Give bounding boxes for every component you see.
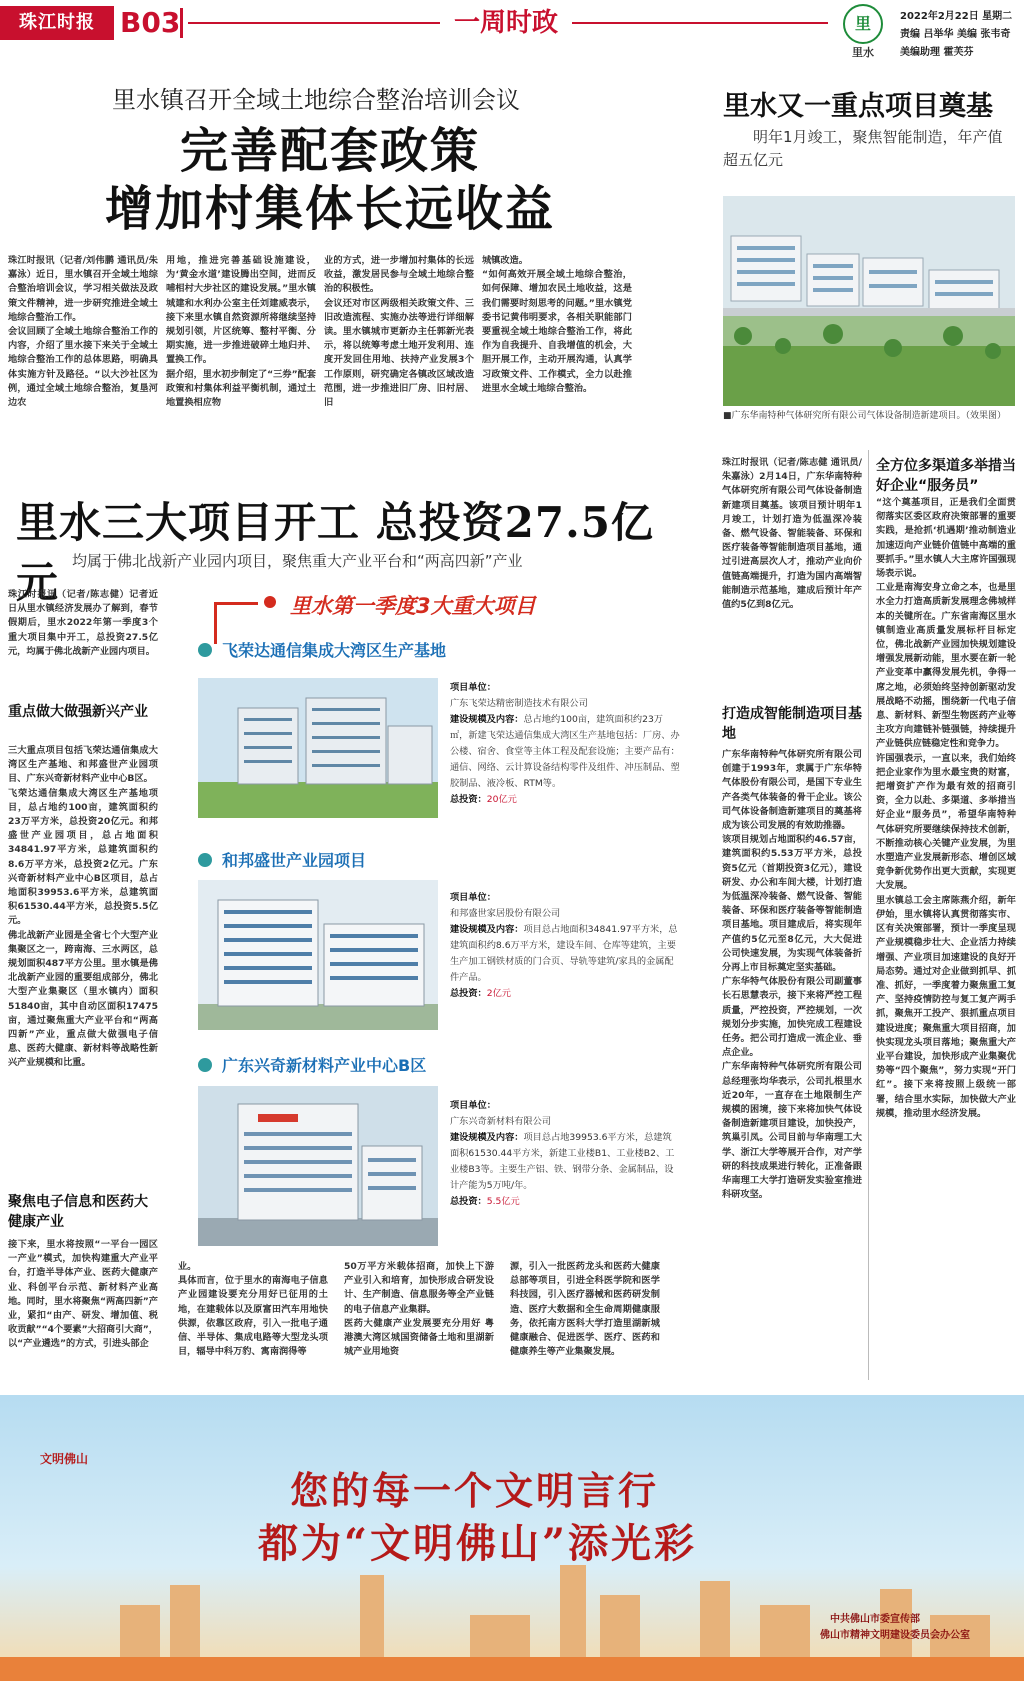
project1-invest: 20亿元 bbox=[486, 794, 517, 805]
paper-logo: 珠江时报 bbox=[0, 6, 114, 40]
project2-name: 和邦盛世产业园项目 bbox=[222, 851, 367, 870]
project3-scale-label: 建设规模及内容： bbox=[450, 1132, 524, 1143]
story2-subhead2: 聚焦电子信息和医药大健康产业 bbox=[8, 1194, 148, 1230]
project3-image bbox=[198, 1086, 438, 1246]
story1-col3: 业的方式，进一步增加村集体的长远收益，激发居民参与全域土地综合整治的积极性。 会议还对市区两级相关政策文件、三旧改造流程、实施办法等进行详细解读。里水镇城市更新办主任郭新光表示，将以统筹考虑土地开发利用、连度开发回住用地、扶持产业发展3个工作原则，研究确定各镇改区域改造范围，进一步推进旧厂房、旧村居、旧 bbox=[324, 255, 474, 409]
projects-banner: 里水第一季度3大重大项目 bbox=[290, 594, 536, 618]
project-bullet-icon bbox=[198, 643, 212, 657]
town-logo-icon: 里 bbox=[843, 4, 883, 44]
project1-scale: 总占地约100亩，建筑面积约23万㎡，新建飞荣达通信集成大湾区生产基地包括：厂房、办公楼、宿舍、食堂等主体工程及配套设施；主要产品有：通信、网络、云计算设备结构零件及组件、冲压制品、塑胶制品、液冷板、RTM等。 bbox=[450, 714, 680, 789]
banner-dot-icon bbox=[264, 596, 276, 608]
project1-info bbox=[450, 680, 680, 808]
project1-scale-label: 建设规模及内容： bbox=[450, 714, 524, 725]
assistant-editor-line: 美编助理 霍芙芬 bbox=[900, 47, 974, 58]
project1-unit: 广东飞荣达精密制造技术有限公司 bbox=[450, 698, 588, 709]
story2-lead: 珠江时报讯（记者/陈志健）记者近日从里水镇经济发展办了解到，春节假期后，里水2022年第一季度3个重大项目集中开工，总投资27.5亿元，均属于佛北战新产业园内项目。 bbox=[8, 589, 158, 657]
story2-subhead1: 重点做大做强新兴产业 bbox=[8, 704, 148, 720]
project-bullet-icon bbox=[198, 1058, 212, 1072]
project3-unit: 广东兴奇新材料有限公司 bbox=[450, 1116, 552, 1127]
project-bullet-icon bbox=[198, 853, 212, 867]
project1-name: 飞荣达通信集成大湾区生产基地 bbox=[222, 641, 447, 660]
right-story-headline: 里水又一重点项目奠基 bbox=[723, 91, 993, 122]
story1-col1: 珠江时报讯（记者/刘伟鹏 通讯员/朱嘉泳）近日，里水镇召开全域土地综合整治培训会议，学习相关做法及政策文件精神，进一步研究推进全域土地综合整治工作。 会议回顾了全域土地综合整治工作的内容，介绍了里水接下来关于全域土地综合整治工作的总体思路，明确具体实施方针及路径。“以大沙社区为例，通过全域土地综合整治，复垦河边农 bbox=[8, 255, 158, 409]
story2-headline: 里水三大项目开工 总投资27.5亿元 bbox=[16, 498, 654, 607]
ad-sponsor1: 中共佛山市委宣传部 bbox=[830, 1614, 920, 1625]
story2-body1: 三大重点项目包括飞荣达通信集成大湾区生产基地、和邦盛世产业园项目、广东兴奇新材料产业中心B区。 飞荣达通信集成大湾区生产基地项目，总占地约100亩，建筑面积约23万平方米，总投资20亿元。和邦盛世产业园项目，总占地面积34841.97平方米，总建筑面积约8.6万平方米，总投资2亿元。广东兴奇新材料产业中心B区项目，总占地面积39953.6平方米，总建筑面积61530.44平方米，总投资5.5亿元。 佛北战新产业园是全省七个大型产业集聚区之一，跨南海、三水两区，总规划面积487平方公里。里水镇是佛北战新产业园的重要组成部分，佛北大型产业集聚区（里水镇内）面积51840亩，其中自动区面积17475亩，通过聚焦重大产业平台和“两高四新”产业，重点做大做强电子信息、医药大健康、新材料等战略性新兴产业规模和比重。 bbox=[8, 745, 158, 1069]
wenming-foshan-logo: 文明佛山 bbox=[40, 1452, 89, 1466]
right-story-lead: 珠江时报讯（记者/陈志健 通讯员/朱嘉泳）2月14日，广东华南特种气体研究所有限公司气体设备制造新建项目奠基。该项目预计明年1月竣工，计划打造为低温深冷装备、燃气设备、智能装备、环保和医疗装备等智能制造项目基地，通过引进高层次人才，推动产业向价值链高端提升，打造为国内高端智能制造示范基地，建成后预计年产值约5亿到8亿元。 bbox=[722, 457, 862, 611]
image-caption: ■广东华南特种气体研究所有限公司气体设备制造新建项目。（效果图） bbox=[723, 411, 1007, 421]
project2-unit-label: 项目单位： bbox=[450, 892, 496, 903]
banner-rule-vertical bbox=[214, 604, 217, 644]
editor-line: 责编 吕举华 美编 张韦奇 bbox=[900, 29, 1011, 40]
project3-unit-label: 项目单位： bbox=[450, 1100, 496, 1111]
project2-scale-label: 建设规模及内容： bbox=[450, 924, 524, 935]
ad-slogan-line2: 都为“文明佛山”添光彩 bbox=[258, 1520, 698, 1567]
masthead bbox=[0, 0, 1024, 59]
story1-headline-line2: 增加村集体长远收益 bbox=[104, 181, 555, 237]
project2-image bbox=[198, 880, 438, 1030]
page-number: B03 bbox=[120, 6, 181, 39]
story1-headline-line1: 完善配套政策 bbox=[179, 123, 480, 179]
story1-headline bbox=[0, 122, 660, 238]
section-title: 一周时政 bbox=[440, 6, 572, 40]
project3-name: 广东兴奇新材料产业中心B区 bbox=[222, 1056, 427, 1075]
story2-bottom-col1: 业。 具体而言，位于里水的南海电子信息产业园建设要充分用好已征用的土地，在建载体以及原富田汽车用地快供源，依靠区政府，引入一批电子通信、半导体、集成电路等大型龙头项目，辐导中科万豹、寓南润得等 bbox=[178, 1261, 328, 1358]
story2-body2: 接下来，里水将按照“一平台一园区一产业”模式，加快构建重大产业平台，打造半导体产业、医药大健康产业、科创平台示范、新材料产业高地。同时，里水将聚焦“两高四新”产业，紧扣“由产、研发、增加值、税收贡献”“4个要素”大招商引大商”，以“产业遴选”的方式，引进头部企 bbox=[8, 1239, 158, 1350]
project3-invest: 5.5亿元 bbox=[486, 1196, 520, 1207]
story1-col2: 用地，推进完善基础设施建设，为‘黄金水道’建设腾出空间，进而反哺相村大步社区的建设发展。”里水镇城建和水利办公室主任刘建威表示，接下来里水镇自然资源所将继续坚持规划引领，片区统筹、整村平衡、分期实施，进一步推进破碎土地归并、置换工作。 据介绍，里水初步制定了“三券”配套政策和村集体利益平衡机制，通过土地置换相应物 bbox=[166, 255, 316, 409]
right-story-subtitle: 明年1月竣工，聚焦智能制造，年产值超五亿元 bbox=[723, 128, 1003, 169]
story1-col4: 城镇改造。 “如何高效开展全域土地综合整治，如何保障、增加农民土地收益，这是我们需要时刻思考的问题。”里水镇党委书记黄伟明要求，各相关职能部门要重视全域土地综合整治工作，将此作为自我提升、自我增值的机会，大胆开展工作，主动开展沟通，认真学习政策文件、工作模式，全力以赴推进里水全域土地综合整治。 bbox=[482, 255, 632, 394]
banner-rule bbox=[214, 602, 258, 611]
project2-unit: 和邦盛世家居股份有限公司 bbox=[450, 908, 561, 919]
story2-bottom-col2: 50万平方米载体招商，加快上下游产业引入和培育，加快形成合研发设计、生产制造、信息服务等全产业链的电子信息产业集群。 医药大健康产业发展要充分用好 粤港澳大湾区城国资储备土地和里湖新城产业用地资 bbox=[344, 1261, 494, 1358]
page-separator bbox=[180, 8, 183, 38]
town-name: 里水 bbox=[852, 46, 874, 59]
project-rendering-image bbox=[723, 196, 1015, 406]
story2-subtitle: 均属于佛北战新产业园内项目，聚焦重大产业平台和“两高四新”产业 bbox=[72, 552, 523, 570]
project3-scale: 项目总占地39953.6平方米，总建筑面积61530.44平方米，新建工业楼B1、工业楼B2、工业楼B3等。主要生产铝、铁、钢带分条、金属制品，设计产能为5万吨/年。 bbox=[450, 1132, 675, 1191]
issue-date: 2022年2月22日 星期二 bbox=[900, 11, 1013, 22]
right-story-col2-body: “这个奠基项目，正是我们全面贯彻落实区委区政府决策部署的重要实践，是抢抓‘机遇期’推动制造业加速迈向产业链价值链中高端的重要抓手。”里水镇人大主席许国强现场表示说。 工业是南海安身立命之本，也是里水全力打造高质新发展理念佛城样本的关键所在。广东省南海区里水镇制造业高质量发展标杆目标定位，佛北战新产业园加快规划建设增强发展新动能，里水要在新一轮产业变革中赢得发展先机，争得一席之地，必须始终坚持创新驱动发展战略不动摇，围绕新一代电子信息、新材料、新型生物医药产业等主攻方向建链补链强链，持续提升产业链供应链稳定性和竞争力。 许国强表示，一直以来，我们始终把企业家作为里水最宝贵的财富，把增资扩产作为最有效的招商引资，全力以赴、多渠道、多举措当好企业“服务员”，希望华南特种气体研究所要继续保持技术创新，不断推动核心关键产业发展，为里水塑造产业发展新形态、增创区域竞争新优势作出更大贡献，实现更大发展。 里水镇总工会主席陈燕介绍，新年伊始，里水镇将认真贯彻落实市、区有关决策部署，预计一季度呈现产业规模稳步壮大、企业活力持续增强、产业项目加速建设的良好开局态势。通过对企业做到抓早、抓准、抓好，一季度着力聚焦重工复产、坚持疫情防控与复工复产两手抓，聚焦开工投产、狠抓重点项目建设进度；聚焦重大项目招商，加快实现龙头项目落地；聚焦重大产业平台建设，加快形成产业集聚优势等“四个聚焦”，努力实现“开门红”。接下来将按照上级统一部署，结合里水实际，加快做大产业规模，推动里水经济发展。 bbox=[876, 497, 1016, 1119]
story2-bottom-col3: 源，引入一批医药龙头和医药大健康总部等项目，引进全科医学院和医学科技园，引入医疗器械和医药研发制造、医疗大数据和全生命周期健康服务，依托南方医科大学打造里湖新城健康融合、促进医学、医疗、医药和健康养生等产业集聚发展。 bbox=[510, 1261, 660, 1358]
project2-invest: 2亿元 bbox=[486, 988, 511, 999]
story1-subtitle: 里水镇召开全域土地综合整治培训会议 bbox=[112, 86, 520, 114]
project1-invest-label: 总投资： bbox=[450, 794, 487, 805]
ad-sponsor2: 佛山市精神文明建设委员会办公室 bbox=[820, 1630, 970, 1641]
project3-invest-label: 总投资： bbox=[450, 1196, 487, 1207]
project3-info bbox=[450, 1098, 680, 1210]
project2-scale: 项目总占地面积34841.97平方米，总建筑面积约8.6万平方米，建设车间、仓库等建筑，主要生产加工钢铁材质的门合页、导轨等建筑/家具的金属配件产品。 bbox=[450, 924, 678, 983]
right-story-col1-body: 广东华南特种气体研究所有限公司创建于1993年，隶属于广东华特气体股份有限公司，是国下专业生产各类气体装备的骨干企业。该公司气体设备制造新建项目的奠基将成为该公司发展的有效助推器。 该项目规划占地面积约46.57亩，建筑面积约5.53万平方米，总投资5亿元（首期投资3亿元），建设研发、办公和车间大楼，计划打造为低温深冷装备、燃气设备、智能装备、环保和医疗装备等智能制造项目基地。项目建成后，将实现年产值约5亿元至8亿元，大大促进公司快速发展，为实现气体装备折分再上市目标奠定坚实基础。 广东华特气体股份有限公司副董事长石思慧表示，接下来将严控工程质量，严控投资，严控规划，一次规划分步实施，加快完成工程建设任务。把公司打造成一流企业、垂点企业。 广东华南特种气体研究所有限公司总经理张均华表示，公司扎根里水近20年，一直存在土地限制生产规模的困境，接下来将加快气体设备制造新建项目建设，加快投产，筑巢引凤。公司目前与华南理工大学、浙江大学等展开合作，对产学研的科技成果进行转化，正准备跟华南理工大学打造研发实验室推进科研攻坚。 bbox=[722, 749, 862, 1201]
project1-image bbox=[198, 678, 438, 818]
project2-invest-label: 总投资： bbox=[450, 988, 487, 999]
right-story-subhead1: 打造成智能制造项目基地 bbox=[722, 706, 862, 742]
project1-unit-label: 项目单位： bbox=[450, 682, 496, 693]
right-story-subhead2: 全方位多渠道多举措当好企业“服务员” bbox=[876, 458, 1016, 494]
issue-meta bbox=[900, 8, 1012, 62]
column-rule bbox=[868, 450, 869, 1380]
ad-slogan-line1: 您的每一个文明言行 bbox=[290, 1468, 660, 1513]
project2-info bbox=[450, 890, 680, 1002]
